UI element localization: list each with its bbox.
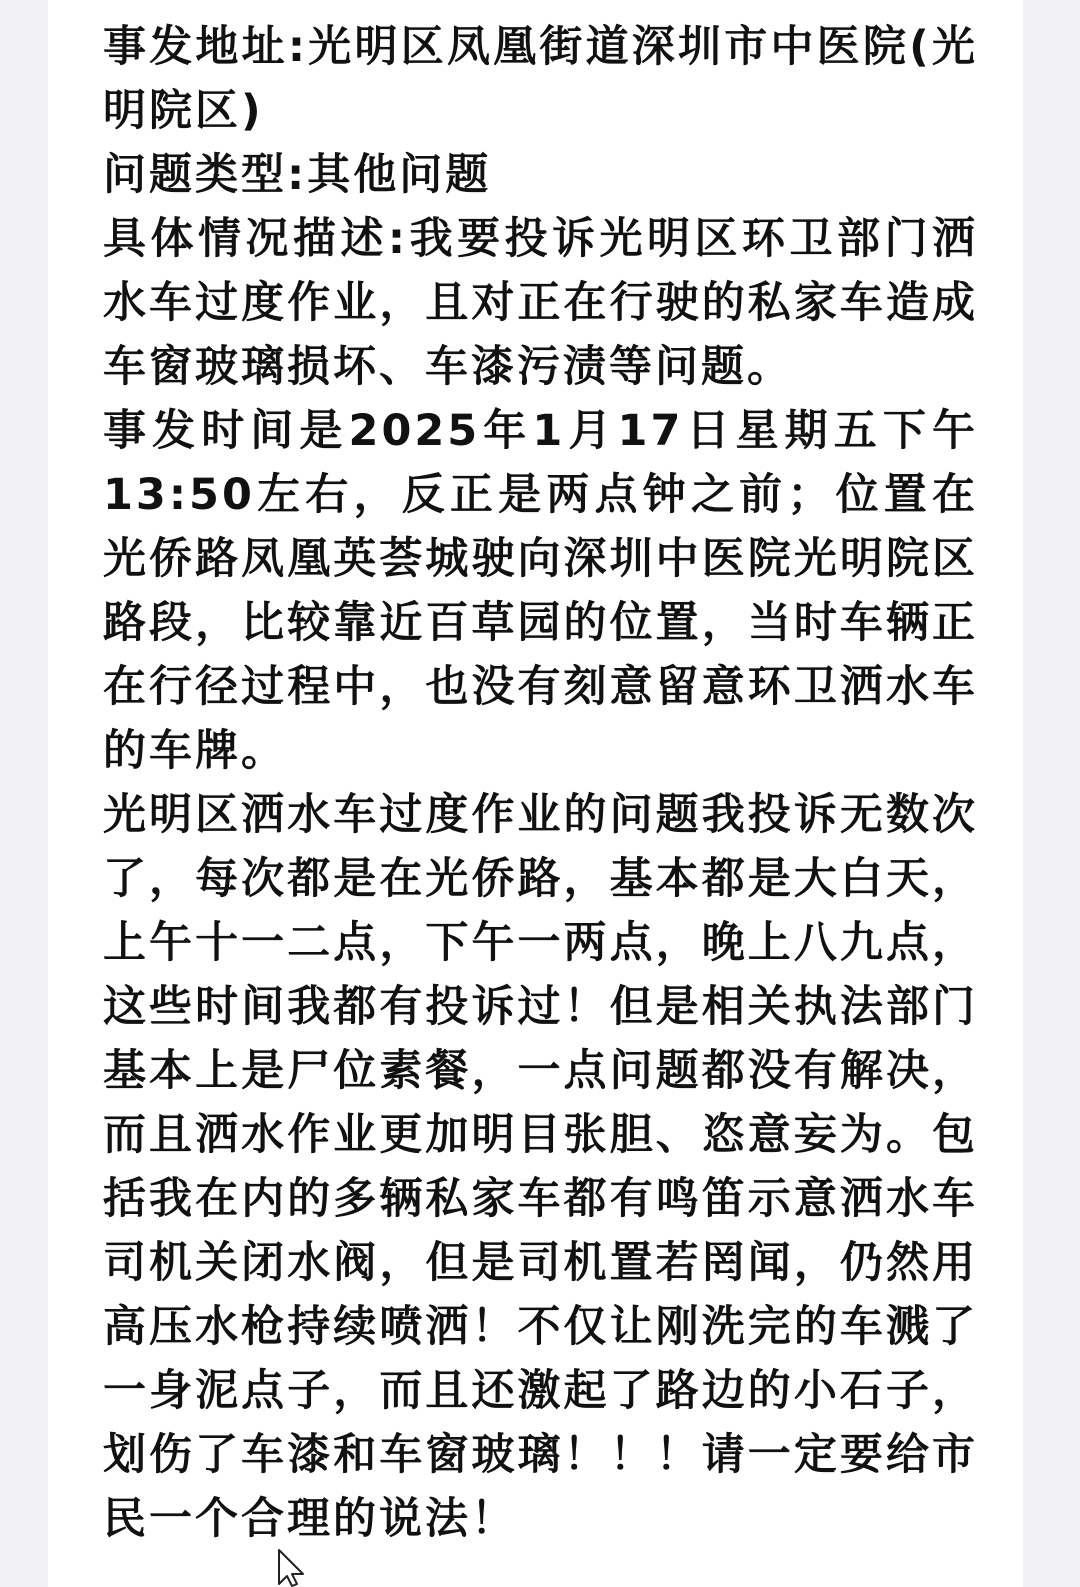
complaint-text	[103, 15, 978, 1551]
description-intro: 具体情况描述:我要投诉光明区环卫部门洒水车过度作业，且对正在行驶的私家车造成车窗玻璃损坏、车漆污渍等问题。	[103, 214, 978, 392]
mouse-pointer-icon	[277, 1548, 307, 1587]
incident-address: 事发地址:光明区凤凰街道深圳市中医院(光明院区)	[103, 22, 978, 136]
document-page	[48, 0, 1023, 1587]
issue-type: 问题类型:其他问题	[103, 150, 492, 200]
incident-details: 事发时间是2025年1月17日星期五下午13:50左右，反正是两点钟之前；位置在光侨路凤凰英荟城驶向深圳中医院光明院区路段，比较靠近百草园的位置，当时车辆正在行径过程中，也没有刻意留意环卫洒水车的车牌。	[103, 406, 978, 776]
complaint-history: 光明区洒水车过度作业的问题我投诉无数次了，每次都是在光侨路，基本都是大白天，上午十一二点，下午一两点，晚上八九点，这些时间我都有投诉过！但是相关执法部门基本上是尸位素餐，一点问题都没有解决，而且洒水作业更加明目张胆、恣意妄为。包括我在内的多辆私家车都有鸣笛示意洒水车司机关闭水阀，但是司机置若罔闻，仍然用高压水枪持续喷洒！不仅让刚洗完的车溅了一身泥点子，而且还激起了路边的小石子，划伤了车漆和车窗玻璃！！！请一定要给市民一个合理的说法！	[103, 790, 978, 1544]
